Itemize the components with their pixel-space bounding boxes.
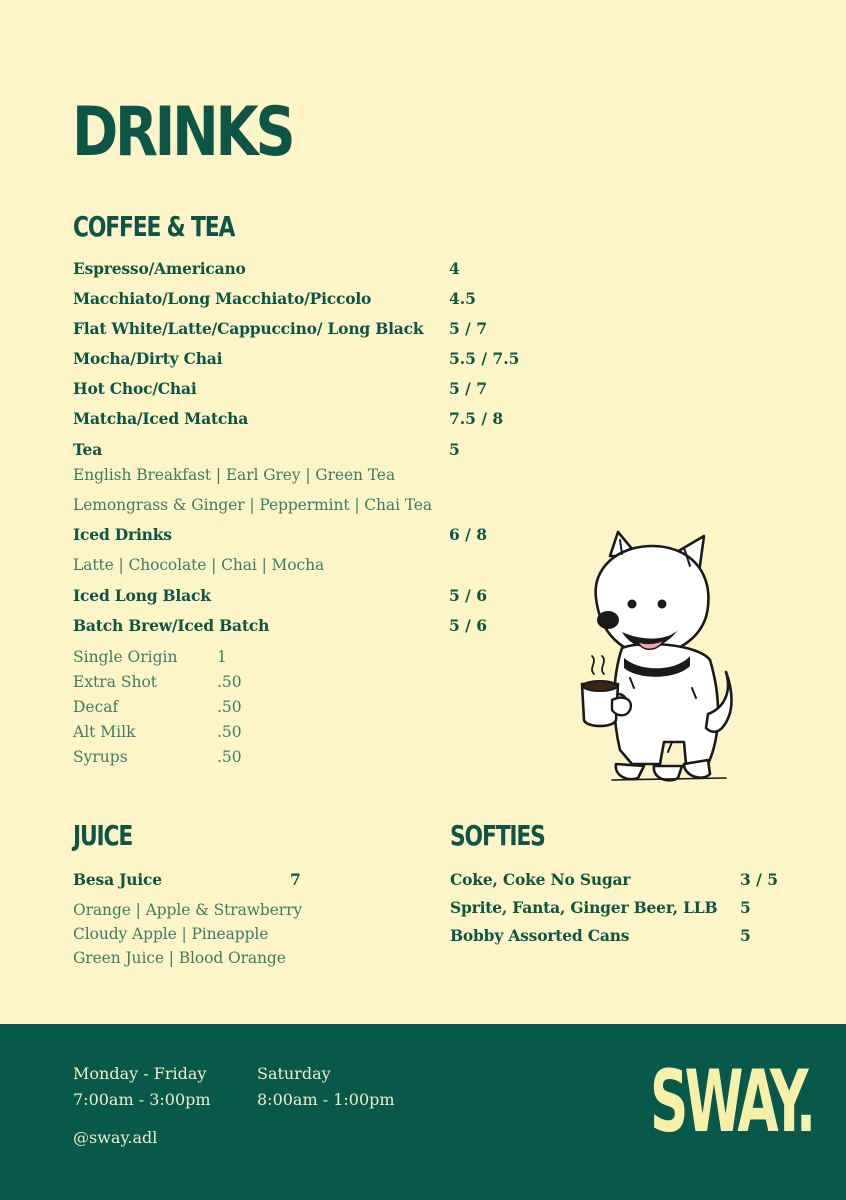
extra-name: Decaf: [73, 698, 119, 716]
item-name: Flat White/Latte/Cappuccino/ Long Black: [73, 319, 424, 338]
juice-options-line: Cloudy Apple | Pineapple: [73, 925, 269, 943]
item-price: 5: [740, 898, 751, 917]
item-name: Matcha/Iced Matcha: [73, 409, 249, 428]
item-price: 5 / 6: [449, 616, 488, 635]
page-title: DRINKS: [72, 93, 293, 172]
item-name: Macchiato/Long Macchiato/Piccolo: [73, 289, 372, 308]
menu-item: [73, 347, 533, 371]
extra-item: [73, 720, 273, 745]
extra-price: .50: [217, 723, 242, 741]
item-name: Iced Long Black: [73, 586, 211, 605]
extra-price: .50: [217, 748, 242, 766]
menu-item: [73, 438, 533, 462]
item-price: 5: [740, 926, 751, 945]
menu-item: [450, 896, 790, 920]
item-price: 5: [449, 440, 460, 459]
extra-name: Syrups: [73, 748, 128, 766]
tea-options-line: English Breakfast | Earl Grey | Green Tea: [73, 466, 395, 484]
item-price: 7: [290, 870, 301, 889]
item-price: 5 / 7: [449, 379, 488, 398]
item-price: 6 / 8: [449, 525, 488, 544]
weekday-hours: 7:00am - 3:00pm: [73, 1090, 211, 1109]
extra-name: Single Origin: [73, 648, 178, 666]
menu-item: [73, 257, 533, 281]
item-name: Sprite, Fanta, Ginger Beer, LLB: [450, 898, 718, 917]
item-price: 5.5 / 7.5: [449, 349, 520, 368]
item-name: Tea: [73, 440, 103, 459]
extra-item: [73, 695, 273, 720]
coffee-tea-heading: COFFEE & TEA: [73, 210, 235, 243]
menu-item: [73, 377, 533, 401]
menu-item: [73, 317, 533, 341]
item-price: 5 / 7: [449, 319, 488, 338]
softies-heading: SOFTIES: [450, 819, 545, 852]
extra-item: [73, 745, 273, 770]
dog-with-coffee-icon: [572, 528, 738, 790]
item-price: 7.5 / 8: [449, 409, 504, 428]
juice-options-line: Green Juice | Blood Orange: [73, 949, 286, 967]
menu-item: [73, 407, 533, 431]
item-name: Coke, Coke No Sugar: [450, 870, 631, 889]
item-price: 4: [449, 259, 460, 278]
item-name: Bobby Assorted Cans: [450, 926, 630, 945]
extra-price: 1: [217, 648, 227, 666]
item-price: 5 / 6: [449, 586, 488, 605]
menu-item: [73, 523, 533, 547]
menu-item: [73, 614, 533, 638]
menu-item: [73, 287, 533, 311]
menu-item: [73, 584, 533, 608]
extra-item: [73, 670, 273, 695]
saturday-label: Saturday: [257, 1064, 331, 1083]
saturday-hours: 8:00am - 1:00pm: [257, 1090, 395, 1109]
item-price: 3 / 5: [740, 870, 779, 889]
iced-options-line: Latte | Chocolate | Chai | Mocha: [73, 556, 325, 574]
social-handle: @sway.adl: [73, 1128, 158, 1147]
item-name: Hot Choc/Chai: [73, 379, 197, 398]
menu-item: [450, 924, 790, 948]
item-name: Batch Brew/Iced Batch: [73, 616, 270, 635]
juice-options-line: Orange | Apple & Strawberry: [73, 901, 303, 919]
weekday-label: Monday - Friday: [73, 1064, 207, 1083]
extra-price: .50: [217, 698, 242, 716]
extra-price: .50: [217, 673, 242, 691]
extra-name: Alt Milk: [73, 723, 136, 741]
item-name: Mocha/Dirty Chai: [73, 349, 223, 368]
item-price: 4.5: [449, 289, 476, 308]
item-name: Besa Juice: [73, 870, 162, 889]
juice-heading: JUICE: [73, 819, 133, 852]
sway-logo: SWAY.: [650, 1052, 813, 1152]
extra-item: [73, 645, 273, 670]
extra-name: Extra Shot: [73, 673, 158, 691]
item-name: Espresso/Americano: [73, 259, 246, 278]
menu-item: [450, 868, 790, 892]
item-name: Iced Drinks: [73, 525, 172, 544]
tea-options-line: Lemongrass & Ginger | Peppermint | Chai Tea: [73, 496, 433, 514]
